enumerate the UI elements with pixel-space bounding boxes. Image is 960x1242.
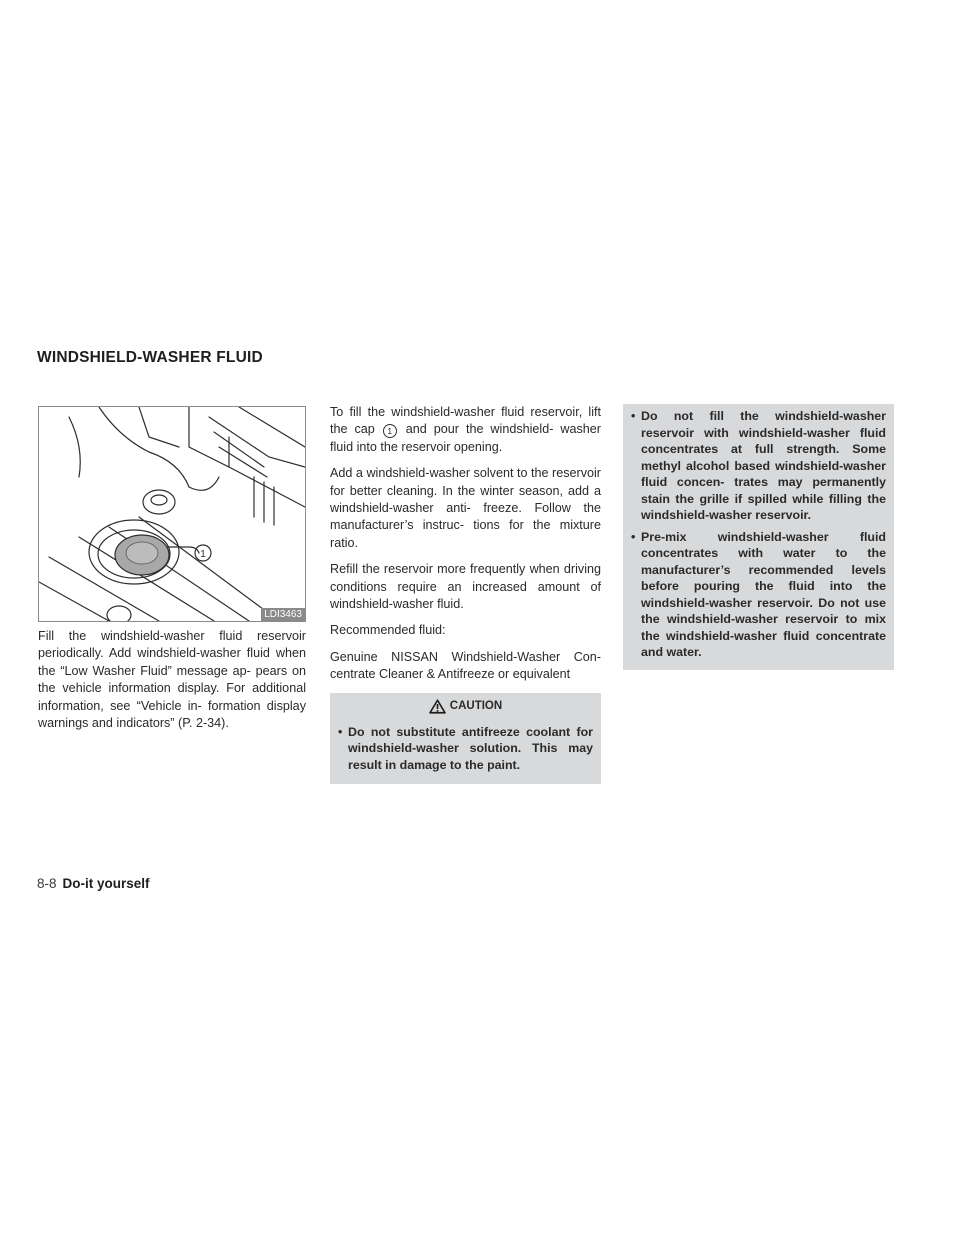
caution-item-text: Pre-mix windshield-washer fluid concentrates with water to the manufacturer’s recommended levels before pouring the fluid into the windshield-washer reservoir. Do not use the windshield-washer reservoir to mix the windshield-washer fluid concentrate and water. [641, 529, 886, 659]
recommended-fluid-value: Genuine NISSAN Windshield-Washer Con- centrate Cleaner & Antifreeze or equivalent [330, 649, 601, 682]
fill-instructions-paragraph [330, 404, 601, 456]
caution-label: CAUTION [449, 699, 503, 712]
caution-item-text: Do not substitute antifreeze coolant for windshield-washer solution. This may result in damage to the paint. [348, 724, 593, 772]
caution-item [338, 724, 593, 774]
intro-paragraph: Fill the windshield-washer fluid reservoir periodically. Add windshield-washer fluid when the “Low Washer Fluid” message ap- pears on the vehicle information display. For additional information, see “Vehicle in- formation display warnings and indicators” (P. 2-34). [38, 629, 306, 731]
caution-heading [338, 695, 593, 719]
figure-code: LDI3463 [261, 608, 305, 621]
solvent-paragraph: Add a windshield-washer solvent to the reservoir for better cleaning. In the winter season, add a windshield-washer anti- freeze. Follow the manufacturer’s instruc- tions for the mixture ratio. [330, 466, 601, 550]
bullet: • [338, 724, 343, 739]
bullet: • [631, 409, 636, 423]
caution-item-text: Do not fill the windshield-washer reservoir with windshield-washer fluid concentrates at full strength. Some methyl alcohol based windshield-washer fluid concen- trates may permanently stain the grille if spilled while filling the windshield-washer reservoir. [641, 409, 886, 522]
caution-item [631, 408, 886, 524]
callout-marker-icon: 1 [383, 424, 397, 438]
callout-number: 1 [200, 549, 206, 560]
caution-box-continued [623, 404, 894, 670]
page-number: 8-8 [37, 876, 57, 891]
column-2 [330, 404, 601, 784]
warning-triangle-icon [429, 699, 446, 714]
recommended-fluid-label: Recommended fluid: [330, 623, 446, 638]
footer-chapter-title: Do-it yourself [62, 876, 150, 891]
page-footer [37, 876, 150, 891]
refill-paragraph: Refill the reservoir more frequently when driving conditions require an increased amount of windshield-washer fluid. [330, 562, 601, 612]
section-title: WINDSHIELD-WASHER FLUID [37, 349, 263, 366]
caution-item [631, 529, 886, 661]
engine-bay-drawing [39, 407, 305, 621]
caution-box [330, 693, 601, 785]
fill-instructions-text-a: To fill the windshield-washer fluid reservoir, lift the cap [330, 405, 601, 437]
bullet: • [631, 529, 636, 544]
fill-instructions-text-b: and pour the windshield- washer fluid into the reservoir opening. [330, 422, 602, 454]
column-3 [623, 404, 894, 670]
washer-reservoir-illustration [38, 406, 306, 622]
column-1 [38, 628, 306, 741]
